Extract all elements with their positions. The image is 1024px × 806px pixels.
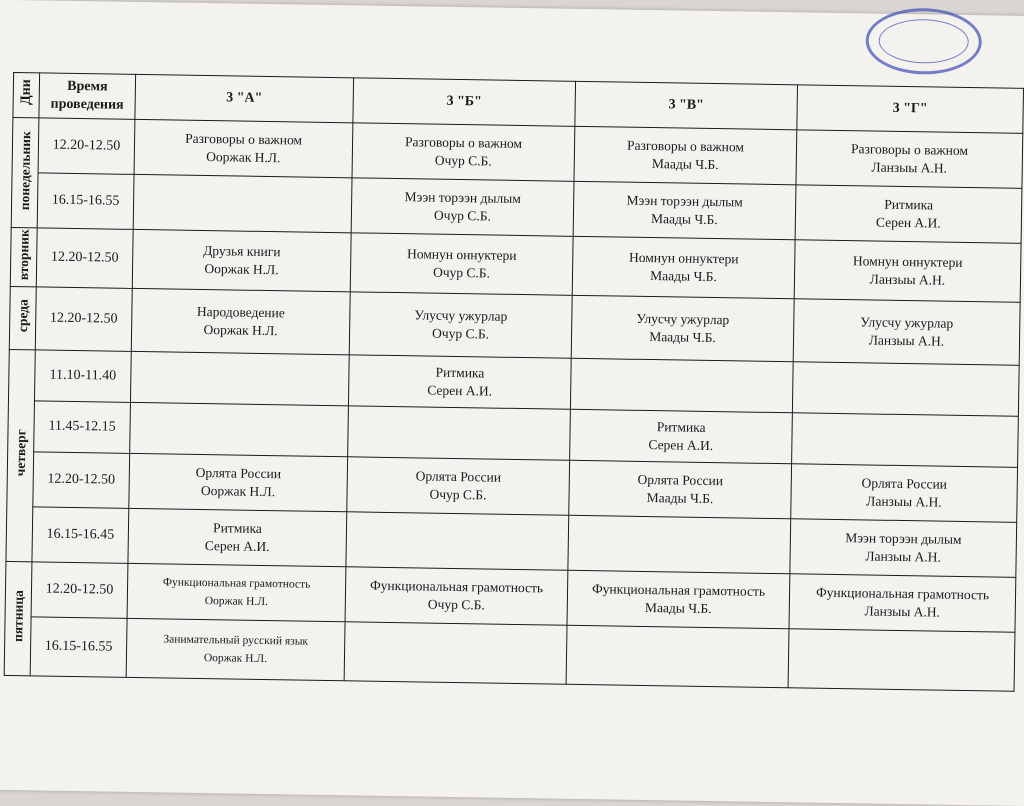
day-tuesday: вторник	[10, 227, 37, 286]
day-friday: пятница	[4, 561, 32, 675]
time-cell: 16.15-16.55	[37, 173, 134, 230]
time-cell: 12.20-12.50	[31, 562, 128, 619]
school-stamp	[865, 7, 982, 75]
time-cell: 16.15-16.55	[30, 617, 127, 678]
lesson-cell	[133, 174, 352, 232]
lesson-cell: Разговоры о важном Очур С.Б.	[352, 123, 575, 181]
lesson-cell: Номнун оннуктери Ланзыы А.Н.	[794, 240, 1021, 303]
lesson-cell	[566, 625, 789, 687]
lesson-cell	[130, 351, 349, 405]
lesson-cell: Орлята России Ланзыы А.Н.	[791, 464, 1018, 523]
day-monday: понедельник	[11, 117, 39, 227]
time-cell: 11.10-11.40	[34, 350, 131, 403]
time-cell: 12.20-12.50	[35, 287, 132, 352]
lesson-cell: Мээн торээн дылым Маады Ч.Б.	[573, 181, 796, 239]
lesson-cell: Ритмика Серен А.И.	[128, 508, 347, 566]
lesson-cell	[130, 402, 349, 456]
lesson-cell	[348, 406, 571, 460]
time-cell: 11.45-12.15	[34, 401, 131, 454]
lesson-cell	[346, 512, 569, 570]
header-time: Время проведения	[39, 73, 136, 120]
lesson-cell: Разговоры о важном Ооржак Н.Л.	[134, 119, 353, 177]
lesson-cell: Номнун оннуктери Маады Ч.Б.	[572, 236, 795, 298]
lesson-cell: Функциональная грамотность Ооржак Н.Л.	[127, 563, 346, 621]
lesson-cell: Орлята России Ооржак Н.Л.	[129, 453, 348, 511]
header-days: Дни	[13, 73, 40, 118]
day-thursday: четверг	[6, 349, 35, 561]
lesson-cell: Мээн торээн дылым Очур С.Б.	[351, 178, 574, 236]
header-class-3a: 3 "А"	[135, 74, 354, 122]
lesson-cell: Функциональная грамотность Очур С.Б.	[345, 567, 568, 625]
lesson-cell	[788, 629, 1015, 692]
lesson-cell: Ритмика Серен А.И.	[570, 409, 793, 463]
lesson-cell: Улусчу ужурлар Ланзыы А.Н.	[793, 299, 1020, 366]
time-cell: 12.20-12.50	[33, 452, 130, 509]
header-class-3b: 3 "Б"	[353, 78, 576, 126]
schedule-table	[4, 72, 1024, 692]
time-cell: 12.20-12.50	[38, 118, 135, 175]
day-wednesday: среда	[9, 286, 36, 349]
lesson-cell	[570, 358, 793, 412]
lesson-cell: Улусчу ужурлар Маады Ч.Б.	[571, 295, 794, 361]
lesson-cell: Функциональная грамотность Маады Ч.Б.	[567, 570, 790, 628]
lesson-cell: Разговоры о важном Маады Ч.Б.	[574, 126, 797, 184]
lesson-cell: Номнун оннуктери Очур С.Б.	[350, 233, 573, 295]
lesson-cell: Орлята России Очур С.Б.	[347, 457, 570, 515]
lesson-cell: Разговоры о важном Ланзыы А.Н.	[796, 130, 1023, 189]
time-cell: 16.15-16.45	[32, 507, 129, 564]
lesson-cell: Ритмика Серен А.И.	[795, 185, 1022, 244]
lesson-cell	[344, 622, 567, 684]
lesson-cell: Орлята России Маады Ч.Б.	[569, 460, 792, 518]
header-class-3g: 3 "Г"	[797, 85, 1024, 134]
lesson-cell: Ритмика Серен А.И.	[348, 355, 571, 409]
lesson-cell	[792, 413, 1019, 468]
lesson-cell	[792, 362, 1019, 417]
time-cell: 12.20-12.50	[36, 228, 133, 289]
lesson-cell: Функциональная грамотность Ланзыы А.Н.	[789, 574, 1016, 633]
header-class-3v: 3 "В"	[575, 81, 798, 129]
lesson-cell: Мээн торээн дылым Ланзыы А.Н.	[790, 519, 1017, 578]
lesson-cell: Улусчу ужурлар Очур С.Б.	[349, 292, 572, 358]
lesson-cell: Народоведение Ооржак Н.Л.	[131, 288, 350, 354]
lesson-cell: Занимательный русский язык Ооржак Н.Л.	[126, 618, 345, 680]
lesson-cell: Друзья книги Ооржак Н.Л.	[132, 229, 351, 291]
lesson-cell	[568, 515, 791, 573]
